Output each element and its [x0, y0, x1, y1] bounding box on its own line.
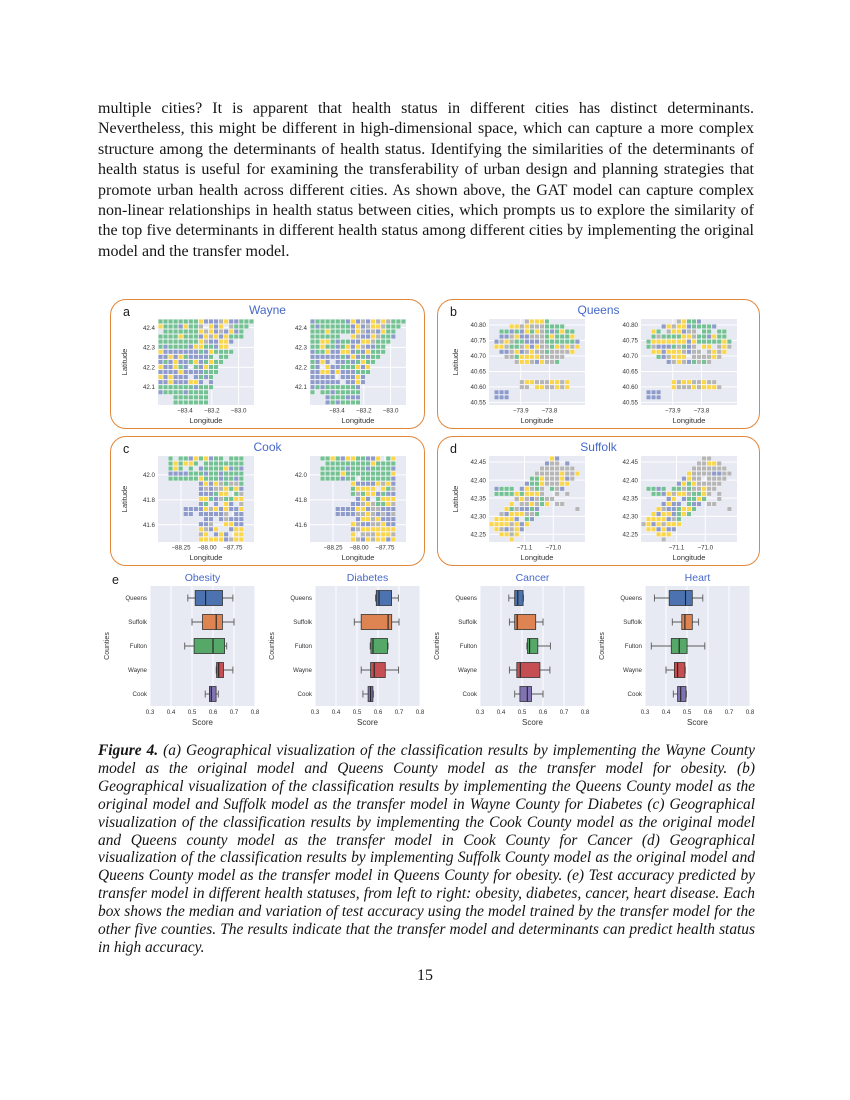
map-xlabel: Longitude: [341, 416, 374, 425]
boxplot-xtick: 0.5: [682, 709, 692, 716]
map-ytick: 40.65: [622, 368, 638, 376]
boxplot-xtick: 0.4: [166, 709, 176, 716]
map-xtick: −83.4: [176, 407, 193, 415]
boxplot-xtick: 0.8: [580, 709, 590, 716]
map-xlabel: Longitude: [672, 553, 705, 562]
boxplot-xtick: 0.6: [373, 709, 383, 716]
map-xlabel: Longitude: [520, 416, 553, 425]
boxplot-xtick: 0.5: [352, 709, 362, 716]
map-subplot-a-1: [116, 315, 268, 429]
map-xtick: −73.9: [512, 407, 529, 415]
map-xtick: −83.2: [355, 407, 372, 415]
map-ytick: 42.0: [294, 472, 307, 480]
map-ytick: 42.0: [142, 472, 155, 480]
boxplot-category: Suffolk: [623, 619, 642, 627]
map-xtick: −71.1: [516, 544, 532, 552]
boxplot-xtick: 0.8: [745, 709, 755, 716]
boxplot-category: Cook: [297, 691, 312, 699]
panel-title-a: Wayne: [249, 303, 286, 317]
boxplot-xtick: 0.8: [415, 709, 425, 716]
boxplot-category: Fulton: [294, 643, 312, 651]
panel-title-b: Queens: [577, 303, 620, 317]
panel-title-d: Suffolk: [580, 440, 617, 454]
map-ytick: 42.2: [294, 364, 307, 372]
map-ytick: 42.2: [142, 364, 155, 372]
boxplot-ylabel: Counties: [599, 632, 606, 660]
boxplot-xlabel: Score: [192, 718, 213, 727]
map-ytick: 42.30: [622, 513, 638, 521]
boxplot-category: Suffolk: [293, 619, 312, 627]
boxplot-xtick: 0.3: [475, 709, 485, 716]
box-fulton: [194, 639, 225, 654]
maps-row-a: [111, 315, 424, 429]
map-xtick: −83.0: [230, 407, 246, 415]
panel-letter-d: d: [450, 442, 457, 456]
boxplot-xtick: 0.3: [145, 709, 155, 716]
boxplot-ylabel: Counties: [269, 632, 276, 660]
caption-text: (a) Geographical visualization of the classification results by implementing the Wayne County model as the original model and Queens County model as the transfer model for obesity. (b) Geographical visualization of the classification results by implementing the Queens County model as the original model and Suffolk model as the transfer model in Wayne County for Diabetes (c) Geographical visualization of the classification results by implementing the Cook County model as the original model and Queens county model as the transfer model in Cook County for Cancer (d) Geographical visualization of the classification results by implementing Suffolk County model as the original model and Queens County model as the transfer model in Queens County for obesity. (e) Test accuracy predicted by transfer model in different health statuses, from left to right: obesity, diabetes, cancer, heart disease. Each box shows the median and variation of test accuracy using the model trained by the transfer model for the other five counties. The results indicate that the transfer model and determinants can predict health status in high accuracy.: [98, 742, 755, 956]
map-xtick: −87.75: [374, 544, 394, 552]
boxplot-category: Wayne: [622, 667, 642, 675]
boxplot-xtick: 0.4: [661, 709, 671, 716]
boxplot-title: Obesity: [184, 572, 221, 584]
boxplot-category: Queens: [290, 595, 312, 603]
map-ytick: 40.80: [470, 322, 486, 330]
map-subplot-c-2: [268, 452, 420, 566]
boxplot-xtick: 0.6: [208, 709, 218, 716]
panel-letter-e: e: [112, 573, 119, 587]
maps-row-d: [438, 452, 759, 566]
boxplot-xtick: 0.7: [229, 709, 239, 716]
map-xtick: −73.8: [693, 407, 709, 415]
figure-panel-c: [110, 436, 425, 566]
boxplot-xlabel: Score: [687, 718, 708, 727]
figure-map-panels: [110, 299, 760, 566]
boxplot-xtick: 0.5: [517, 709, 527, 716]
map-ytick: 42.25: [622, 531, 638, 539]
boxplot-section: [98, 571, 762, 733]
map-ytick: 40.80: [622, 322, 638, 330]
figure-panel-a: [110, 299, 425, 429]
panel-title-c: Cook: [253, 440, 282, 454]
boxplot-category: Queens: [125, 595, 147, 603]
map-ytick: 42.30: [470, 513, 486, 521]
box-fulton: [528, 639, 538, 654]
map-xtick: −88.00: [348, 544, 369, 552]
map-ytick: 42.3: [294, 344, 307, 352]
panel-letter-c: c: [123, 442, 130, 456]
map-subplot-a-2: [268, 315, 420, 429]
boxplot-xtick: 0.8: [250, 709, 260, 716]
box-wayne: [674, 663, 685, 678]
boxplot-xtick: 0.5: [187, 709, 197, 716]
map-xlabel: Longitude: [189, 416, 222, 425]
map-ytick: 40.70: [622, 353, 638, 361]
panel-letter-a: a: [123, 305, 130, 319]
map-subplot-b-1: [447, 315, 599, 429]
map-ytick: 40.65: [470, 368, 486, 376]
map-xtick: −87.75: [222, 544, 242, 552]
map-ytick: 42.4: [142, 324, 155, 332]
box-suffolk: [515, 615, 536, 630]
map-ytick: 40.75: [470, 337, 486, 345]
page-number: 15: [417, 967, 433, 984]
boxplot-category: Cook: [462, 691, 477, 699]
boxplot-xtick: 0.4: [331, 709, 341, 716]
map-xlabel: Longitude: [189, 553, 222, 562]
map-ytick: 42.40: [470, 477, 486, 485]
map-subplot-d-1: [447, 452, 599, 566]
figure-caption: [98, 742, 755, 957]
boxplot-title: Cancer: [515, 572, 550, 584]
map-ylabel: Latitude: [119, 348, 129, 376]
box-suffolk: [361, 615, 392, 630]
boxplot-category: Cook: [627, 691, 642, 699]
boxplot-category: Fulton: [624, 643, 642, 651]
maps-row-c: [111, 452, 424, 566]
map-ytick: 41.6: [142, 522, 155, 529]
map-ylabel: Latitude: [119, 485, 129, 513]
box-queens: [515, 591, 523, 606]
map-ytick: 40.70: [470, 353, 486, 361]
map-xlabel: Longitude: [520, 553, 553, 562]
map-ytick: 40.55: [622, 399, 638, 407]
map-xlabel: Longitude: [341, 553, 374, 562]
map-ytick: 42.3: [142, 344, 155, 352]
boxplot-category: Queens: [620, 595, 642, 603]
boxplot-xtick: 0.4: [496, 709, 506, 716]
boxplot-xtick: 0.6: [538, 709, 548, 716]
boxplot-xlabel: Score: [357, 718, 378, 727]
map-subplot-c-1: [116, 452, 268, 566]
boxplot-cancer: [430, 571, 590, 733]
boxplot-category: Queens: [455, 595, 477, 603]
box-queens: [669, 591, 692, 606]
map-ylabel: Latitude: [450, 485, 460, 513]
map-xtick: −73.9: [664, 407, 681, 415]
box-queens: [195, 591, 222, 606]
boxplot-obesity: [100, 571, 260, 733]
map-ytick: 42.4: [294, 324, 307, 332]
map-xtick: −88.25: [322, 544, 343, 552]
box-wayne: [371, 663, 386, 678]
map-ytick: 42.1: [294, 384, 307, 392]
boxplot-xtick: 0.6: [703, 709, 713, 716]
boxplot-row: [98, 571, 762, 733]
body-paragraph: multiple cities? It is apparent that health status in different cities has distinct determinants. Nevertheless, this might be different in high-dimensional space, which can capture a more complex structure among the determinants of health status. Identifying the similarities of the determinants of health status is useful for examining the transferability of urban design and planning strategies that promote urban health across different cities. As shown above, the GAT model can capture complex non-linear relationships in health status between cities, which prompts us to explore the similarity of the top five determinants in different health status among different cities by implementing the original model and the transfer model.: [98, 100, 754, 260]
boxplot-ylabel: Counties: [104, 632, 111, 660]
map-xtick: −71.0: [544, 544, 561, 552]
boxplot-xlabel: Score: [522, 718, 543, 727]
map-ytick: 40.75: [622, 337, 638, 345]
figure-panel-d: [437, 436, 760, 566]
boxplot-category: Suffolk: [128, 619, 147, 627]
map-ytick: 42.45: [470, 459, 486, 467]
map-ylabel: Latitude: [450, 348, 460, 376]
map-ytick: 40.60: [622, 384, 638, 392]
map-xtick: −88.00: [196, 544, 217, 552]
boxplot-category: Fulton: [459, 643, 477, 651]
maps-row-b: [438, 315, 759, 429]
map-ytick: 40.55: [470, 399, 486, 407]
map-xtick: −73.8: [541, 407, 557, 415]
box-cook: [520, 687, 532, 702]
map-xtick: −71.1: [668, 544, 684, 552]
boxplot-category: Wayne: [457, 667, 477, 675]
map-subplot-b-2: [599, 315, 751, 429]
boxplot-title: Diabetes: [346, 572, 389, 584]
boxplot-ylabel: Counties: [434, 632, 441, 660]
map-xtick: −83.2: [203, 407, 220, 415]
map-xtick: −88.25: [170, 544, 191, 552]
map-xtick: −71.0: [696, 544, 713, 552]
boxplot-category: Wayne: [127, 667, 147, 675]
map-xlabel: Longitude: [672, 416, 705, 425]
panel-letter-b: b: [450, 305, 457, 319]
boxplot-heart: [595, 571, 755, 733]
box-suffolk: [203, 615, 223, 630]
map-subplot-d-2: [599, 452, 751, 566]
boxplot-diabetes: [265, 571, 425, 733]
box-suffolk: [682, 615, 693, 630]
map-ytick: 42.1: [142, 384, 155, 392]
caption-label: Figure 4.: [98, 742, 159, 759]
boxplot-xtick: 0.7: [724, 709, 734, 716]
boxplot-category: Wayne: [292, 667, 312, 675]
box-wayne: [217, 663, 224, 678]
map-ytick: 42.35: [622, 495, 638, 503]
map-ytick: 41.8: [142, 497, 155, 505]
boxplot-category: Fulton: [129, 643, 147, 651]
map-ytick: 42.25: [470, 531, 486, 539]
map-ytick: 41.8: [294, 497, 307, 505]
map-ytick: 40.60: [470, 384, 486, 392]
box-cook: [209, 687, 216, 702]
map-ytick: 42.45: [622, 459, 638, 467]
figure-panel-b: [437, 299, 760, 429]
boxplot-title: Heart: [684, 572, 711, 584]
boxplot-category: Suffolk: [458, 619, 477, 627]
boxplot-xtick: 0.3: [310, 709, 320, 716]
map-ytick: 42.40: [622, 477, 638, 485]
map-ytick: 42.35: [470, 495, 486, 503]
box-cook: [678, 687, 686, 702]
boxplot-category: Cook: [132, 691, 147, 699]
boxplot-xtick: 0.7: [559, 709, 569, 716]
map-ytick: 41.6: [294, 522, 307, 529]
map-xtick: −83.0: [382, 407, 398, 415]
map-xtick: −83.4: [328, 407, 345, 415]
boxplot-xtick: 0.3: [640, 709, 650, 716]
boxplot-xtick: 0.7: [394, 709, 404, 716]
